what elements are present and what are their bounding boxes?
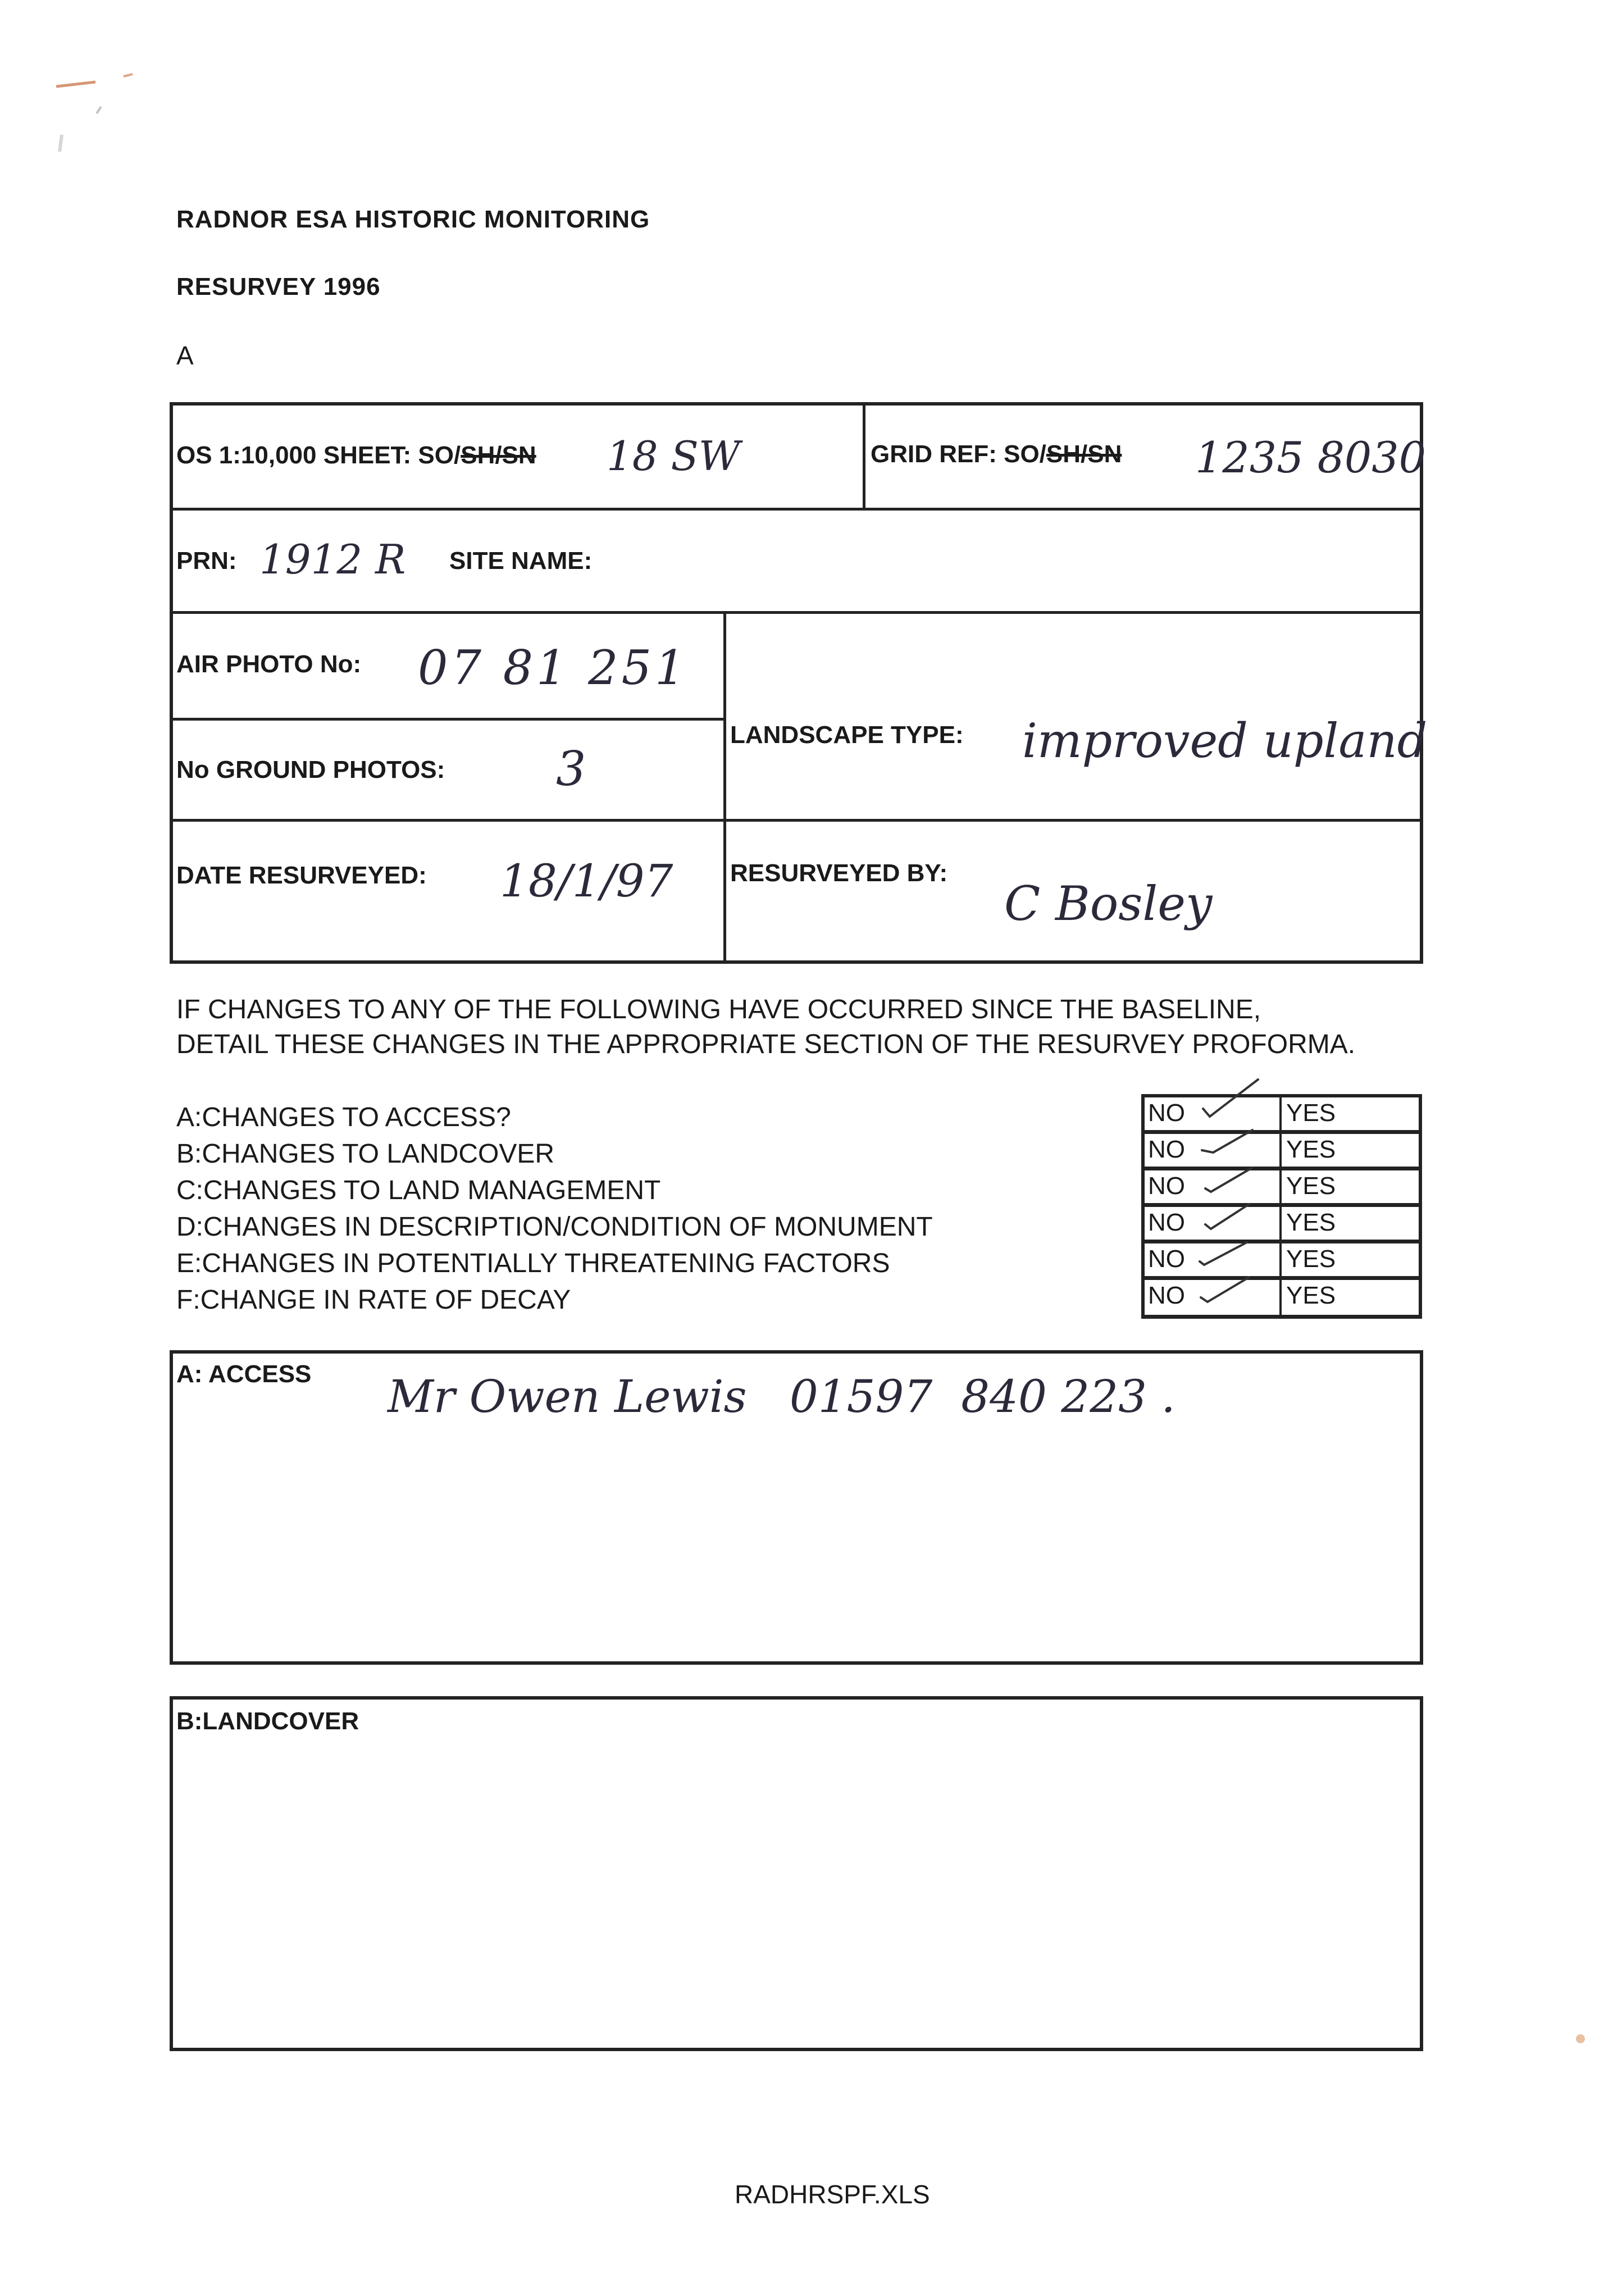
check-mark-icon [1201,1277,1249,1302]
check-mark-icon [1205,1204,1249,1229]
check-mark-icon [1205,1168,1251,1192]
row-divider [170,611,1423,614]
air-photo-value[interactable]: 07 81 251 [418,640,689,695]
row-divider [170,508,1423,511]
check-marks [1191,1072,1275,1319]
landscape-type-label: LANDSCAPE TYPE: [730,721,964,749]
site-name-label: SITE NAME: [449,547,593,575]
check-mark-icon [1200,1242,1247,1265]
yes-option-c[interactable]: YES [1279,1168,1422,1205]
instructions-line-2: DETAIL THESE CHANGES IN THE APPROPRIATE SECTION OF THE RESURVEY PROFORMA. [176,1029,1356,1059]
yes-option-b[interactable]: YES [1279,1132,1422,1169]
os-sheet-value[interactable]: 18 SW [607,432,740,480]
question-f: F:CHANGE IN RATE OF DECAY [176,1285,571,1315]
resurvey-year: RESURVEY 1996 [176,273,381,300]
date-resurveyed-value[interactable]: 18/1/97 [500,855,673,907]
no-option-f[interactable]: NO [1141,1278,1282,1317]
no-option-d[interactable]: NO [1141,1205,1282,1242]
no-option-c[interactable]: NO [1141,1168,1282,1205]
grid-ref-value[interactable]: 1235 8030 [1195,432,1426,482]
no-option-a[interactable]: NO [1141,1095,1282,1132]
resurveyed-by-value[interactable]: C Bosley [1004,876,1213,931]
no-option-e[interactable]: NO [1141,1241,1282,1278]
check-mark-icon [1202,1130,1252,1152]
row-divider [170,819,1423,822]
question-b: B:CHANGES TO LANDCOVER [176,1139,555,1169]
grid-ref-label: GRID REF: SO/SH/SN [871,440,1122,468]
question-d: D:CHANGES IN DESCRIPTION/CONDITION OF MONUMENT [176,1212,933,1242]
row-divider [170,718,726,721]
yes-option-e[interactable]: YES [1279,1241,1422,1278]
access-note[interactable]: Mr Owen Lewis 01597 840 223 . [388,1370,1176,1423]
landcover-label: B:LANDCOVER [176,1707,359,1735]
grid-ref-struck: SH/SN [1046,440,1122,468]
yes-option-a[interactable]: YES [1279,1095,1422,1132]
col-divider [863,402,865,509]
footer-filename: RADHRSPF.XLS [735,2180,930,2209]
check-mark-icon [1203,1079,1258,1117]
section-letter: A [176,341,194,370]
question-c: C:CHANGES TO LAND MANAGEMENT [176,1176,661,1205]
form-title: RADNOR ESA HISTORIC MONITORING [176,206,650,233]
resurveyed-by-label: RESURVEYED BY: [730,859,948,887]
question-e: E:CHANGES IN POTENTIALLY THREATENING FACTORS [176,1249,890,1278]
col-divider [723,611,726,964]
access-label: A: ACCESS [176,1360,312,1388]
scan-smudge [1567,2022,1601,2056]
air-photo-label: AIR PHOTO No: [176,650,362,678]
scan-smudge [45,62,168,163]
os-sheet-struck: SH/SN [461,441,536,469]
landscape-type-value[interactable]: improved upland [1022,713,1428,768]
ground-photos-value[interactable]: 3 [556,741,586,796]
question-a: A:CHANGES TO ACCESS? [176,1103,511,1132]
yes-option-d[interactable]: YES [1279,1205,1422,1242]
yes-option-f[interactable]: YES [1279,1278,1422,1317]
os-sheet-label: OS 1:10,000 SHEET: SO/SH/SN [176,441,536,469]
ground-photos-label: No GROUND PHOTOS: [176,756,445,783]
date-resurveyed-label: DATE RESURVEYED: [176,862,427,889]
instructions-line-1: IF CHANGES TO ANY OF THE FOLLOWING HAVE OCCURRED SINCE THE BASELINE, [176,995,1261,1024]
landcover-section [170,1696,1423,2051]
prn-label: PRN: [176,547,237,575]
prn-value[interactable]: 1912 R [259,536,406,583]
no-option-b[interactable]: NO [1141,1132,1282,1169]
